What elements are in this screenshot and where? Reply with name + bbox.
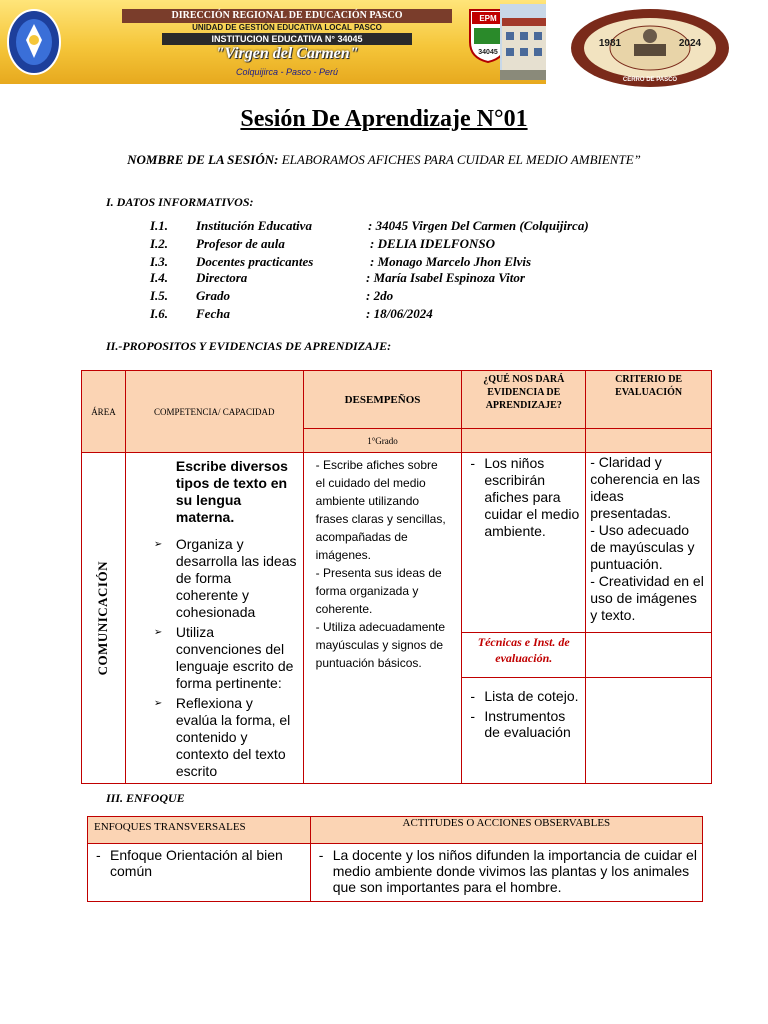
tecnicas-label: Técnicas e Inst. de evaluación. xyxy=(462,632,586,677)
dash-bullet: - xyxy=(318,847,324,863)
arrow-bullet-icon: ➢ xyxy=(153,627,163,638)
info-value: : 18/06/2024 xyxy=(366,306,433,321)
session-name xyxy=(0,152,768,168)
area-label: COMUNICACIÓN xyxy=(95,560,111,676)
dash-bullet: - xyxy=(470,707,475,724)
header-grado: 1°Grado xyxy=(303,429,462,453)
session-name-value: ELABORAMOS AFICHES PARA CUIDAR EL MEDIO AMBIENTE” xyxy=(278,152,641,167)
info-num: I.2. xyxy=(150,236,169,251)
header-grado-empty xyxy=(586,429,712,453)
info-label: Docentes practicantes xyxy=(196,254,314,269)
dash-bullet: - xyxy=(470,687,475,704)
info-value: : 34045 Virgen Del Carmen (Colquijirca) xyxy=(368,218,589,233)
area-cell xyxy=(82,453,126,784)
capacidad-text: Utiliza convenciones del lenguaje escrito de forma pertinente: xyxy=(175,624,294,691)
tecnicas-empty xyxy=(586,632,712,677)
desempeno-item: - Escribe afiches sobre el cuidado del medio ambiente utilizando frases claras y sencillas, acompañadas de imágenes. xyxy=(315,458,446,562)
enfoque-cell xyxy=(88,844,311,902)
header-regional-direction: DIRECCIÓN REGIONAL DE EDUCACIÓN PASCO xyxy=(122,9,452,23)
dash-bullet: - xyxy=(96,847,101,863)
arrow-bullet-icon: ➢ xyxy=(153,539,163,550)
desempeno-item: - Utiliza adecuadamente mayúsculas y signos de puntuación básicos. xyxy=(315,620,446,670)
info-num: I.6. xyxy=(150,306,169,321)
info-value: : Monago Marcelo Jhon Elvis xyxy=(370,254,532,269)
seal-year-right: 2024 xyxy=(678,38,702,49)
header-enfoques: ENFOQUES TRANSVERSALES xyxy=(88,817,311,844)
dash-bullet: - xyxy=(470,455,475,471)
page-title: Sesión De Aprendizaje N°01 xyxy=(240,106,528,132)
capacidad-item xyxy=(126,695,303,780)
instrumentos-cell xyxy=(462,677,586,783)
criterio-item: - Claridad y coherencia en las ideas presentadas. xyxy=(590,454,700,521)
evidencia-cell xyxy=(462,453,586,633)
competencia-cell xyxy=(125,453,303,784)
info-label: Profesor de aula xyxy=(196,236,285,251)
capacidad-text: Reflexiona y evalúa la forma, el contenido y contexto del texto escrito xyxy=(175,695,291,779)
header-area: ÁREA xyxy=(82,371,126,453)
instrumentos-empty xyxy=(586,677,712,783)
epm-label: EPM xyxy=(479,14,497,23)
capacidad-text: Organiza y desarrolla las ideas de forma coherente y cohesionada xyxy=(175,536,297,620)
header-grado-empty xyxy=(462,429,586,453)
enfoque-text: Enfoque Orientación al bien común xyxy=(110,847,283,879)
capacidad-item xyxy=(126,624,303,692)
propositos-table xyxy=(81,370,712,784)
section-propositos-heading: II.-PROPOSITOS Y EVIDENCIAS DE APRENDIZAJE: xyxy=(106,339,392,353)
info-num: I.4. xyxy=(150,270,169,285)
instrumento-text: Lista de cotejo. xyxy=(484,687,579,704)
actitud-cell xyxy=(310,844,702,902)
enfoque-table xyxy=(87,816,703,902)
evidencia-text: Los niños escribirán afiches para cuidar el medio ambiente. xyxy=(484,455,580,539)
header-desempenos: DESEMPEÑOS xyxy=(303,371,462,429)
criterio-cell xyxy=(586,453,712,633)
instrumento-text: Instrumentos de evaluación xyxy=(484,707,571,740)
desempenos-cell xyxy=(303,453,462,784)
header-banner xyxy=(0,0,546,84)
info-label: Institución Educativa xyxy=(196,218,312,233)
header-actitudes: ACTITUDES O ACCIONES OBSERVABLES xyxy=(310,817,702,844)
school-building-photo xyxy=(500,4,546,80)
criterio-item: - Uso adecuado de mayúsculas y puntuación. xyxy=(590,522,695,572)
capacidad-item xyxy=(126,536,303,621)
ugel-shield-logo xyxy=(6,6,62,78)
info-label: Grado xyxy=(196,288,230,303)
header-evidencia: ¿QUÉ NOS DARÁ EVIDENCIA DE APRENDIZAJE? xyxy=(462,371,586,429)
info-label: Fecha xyxy=(196,306,230,321)
enfoque-item xyxy=(92,847,306,879)
seal-year-left: 1981 xyxy=(598,38,622,49)
info-value: : 2do xyxy=(366,288,394,303)
session-name-label: NOMBRE DE LA SESIÓN: xyxy=(127,152,279,167)
evidencia-item xyxy=(466,455,581,540)
competencia-title: Escribe diversos tipos de texto en su lengua materna. xyxy=(175,458,288,525)
header-competencia: COMPETENCIA/ CAPACIDAD xyxy=(125,371,303,453)
info-value: : María Isabel Espinoza Vitor xyxy=(366,270,525,285)
info-num: I.5. xyxy=(150,288,169,303)
institute-seal-logo xyxy=(570,8,730,88)
header-school-number: INSTITUCION EDUCATIVA N° 34045 xyxy=(162,33,412,45)
instrumento-item xyxy=(466,688,581,704)
actitud-text: La docente y los niños difunden la importancia de cuidar el medio ambiente donde vivimos las plantas y los animales que son importantes para el hombre. xyxy=(332,847,697,895)
section-enfoque-heading: III. ENFOQUE xyxy=(106,791,185,805)
header-text-block xyxy=(62,0,482,84)
info-num: I.1. xyxy=(150,218,169,233)
section-datos-heading: I. DATOS INFORMATIVOS: xyxy=(106,195,254,209)
instrumento-item xyxy=(466,708,581,740)
header-ugel: UNIDAD DE GESTIÓN EDUCATIVA LOCAL PASCO xyxy=(192,23,382,32)
epm-number: 34045 xyxy=(478,49,498,56)
header-criterio: CRITERIO DE EVALUACIÓN xyxy=(586,371,712,429)
desempeno-item: - Presenta sus ideas de forma organizada y coherente. xyxy=(315,566,442,616)
seal-city: CERRO DE PASCO xyxy=(622,77,678,83)
header-location: Colquijirca - Pasco - Perú xyxy=(235,67,339,77)
info-num: I.3. xyxy=(150,254,169,269)
arrow-bullet-icon: ➢ xyxy=(153,698,163,709)
info-label: Directora xyxy=(196,270,248,285)
info-value: : DELIA IDELFONSO xyxy=(370,236,495,251)
header-school-name: "Virgen del Carmen" xyxy=(215,45,359,62)
actitud-item xyxy=(315,847,698,895)
criterio-item: - Creatividad en el uso de imágenes y texto. xyxy=(590,573,704,623)
